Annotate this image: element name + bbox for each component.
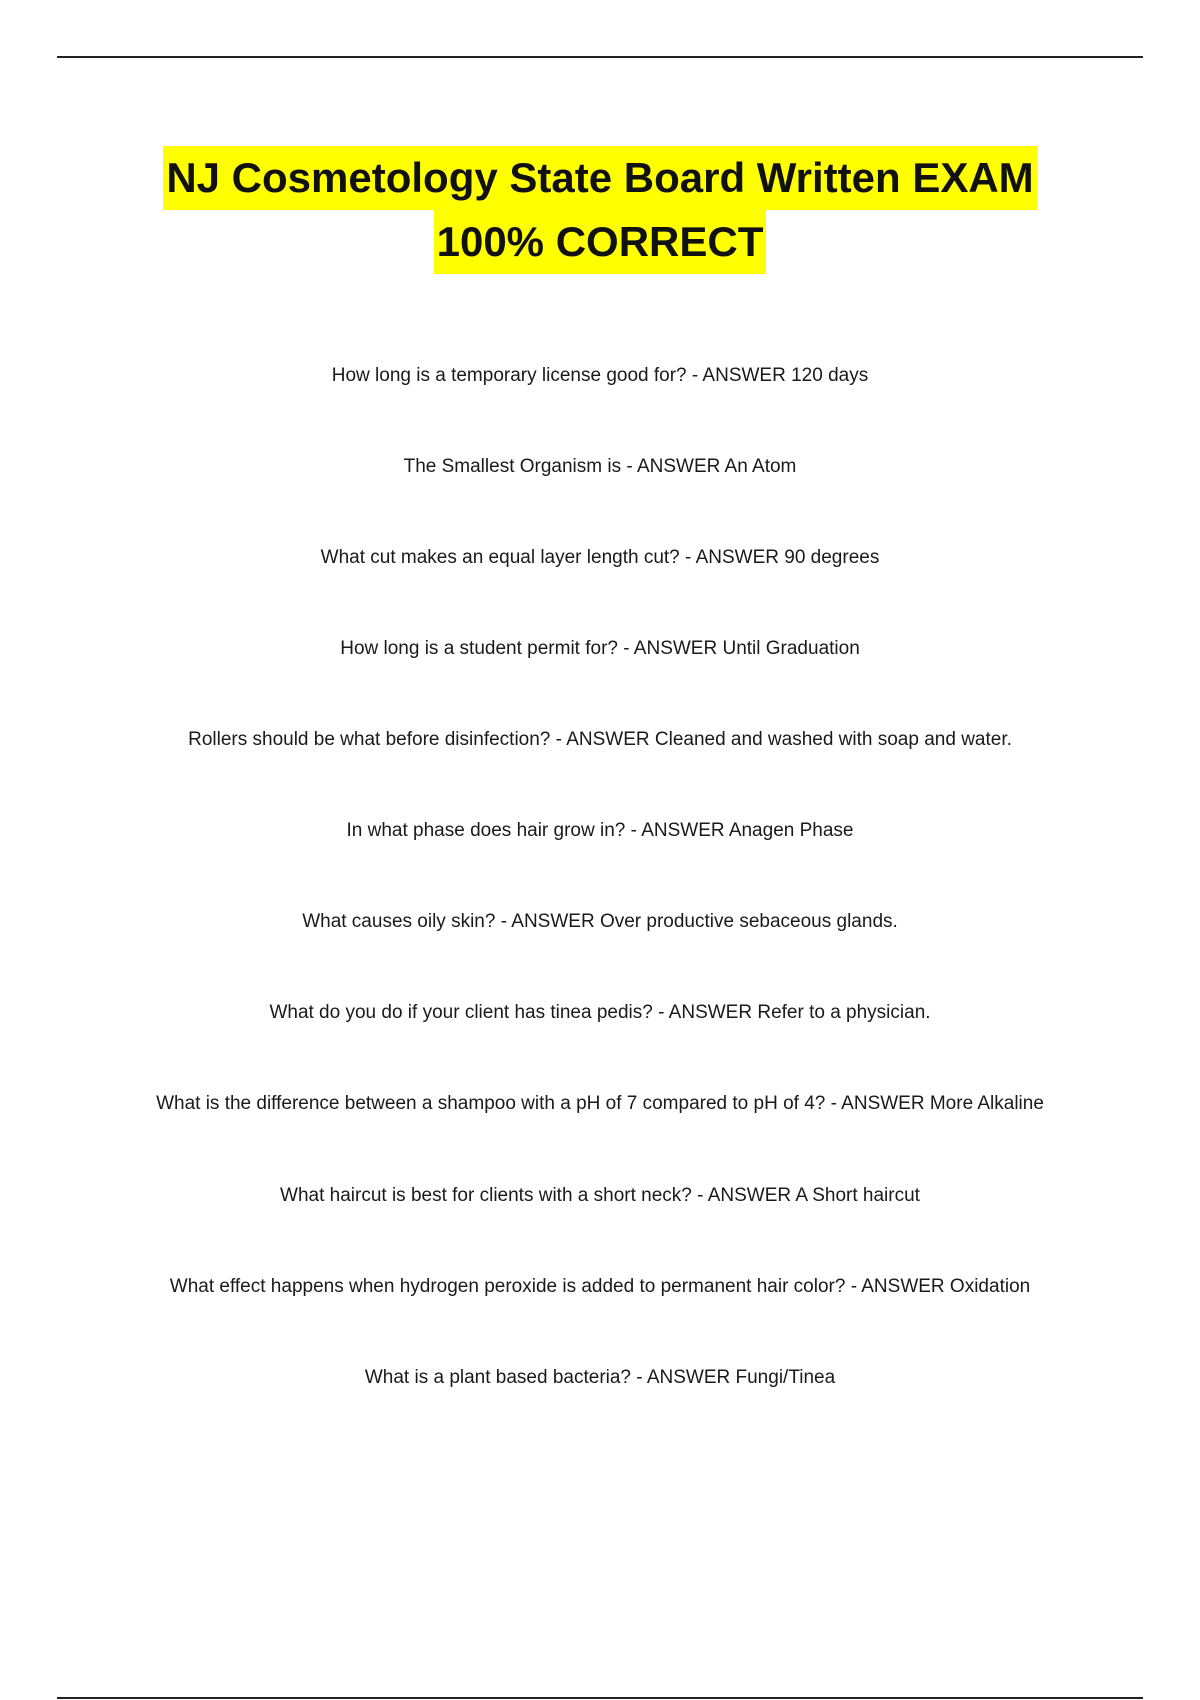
qa-item: What effect happens when hydrogen peroxide is added to permanent hair color? - ANSWER Oxidation (169, 1276, 1031, 1297)
qa-item: How long is a student permit for? - ANSWER Until Graduation (340, 638, 860, 659)
qa-item: What is a plant based bacteria? - ANSWER Fungi/Tinea (364, 1367, 836, 1388)
qa-item: What is the difference between a shampoo with a pH of 7 compared to pH of 4? - ANSWER More Alkaline (156, 1093, 1044, 1114)
title-line-1: NJ Cosmetology State Board Written EXAM (163, 146, 1036, 210)
qa-item: What cut makes an equal layer length cut? - ANSWER 90 degrees (320, 547, 880, 568)
qa-item: Rollers should be what before disinfection? - ANSWER Cleaned and washed with soap and water. (188, 729, 1012, 750)
qa-item: The Smallest Organism is - ANSWER An Atom (403, 456, 797, 477)
title-line-2: 100% CORRECT (434, 210, 767, 274)
document-title (0, 146, 1200, 274)
qa-item: In what phase does hair grow in? - ANSWER Anagen Phase (346, 820, 854, 841)
qa-item: What causes oily skin? - ANSWER Over productive sebaceous glands. (302, 911, 898, 932)
qa-item: What haircut is best for clients with a short neck? - ANSWER A Short haircut (280, 1185, 920, 1206)
top-divider (57, 56, 1143, 58)
qa-item: How long is a temporary license good for? - ANSWER 120 days (331, 365, 869, 386)
question-answer-list (150, 362, 1050, 1455)
qa-item: What do you do if your client has tinea pedis? - ANSWER Refer to a physician. (269, 1002, 931, 1023)
bottom-divider (57, 1697, 1143, 1699)
